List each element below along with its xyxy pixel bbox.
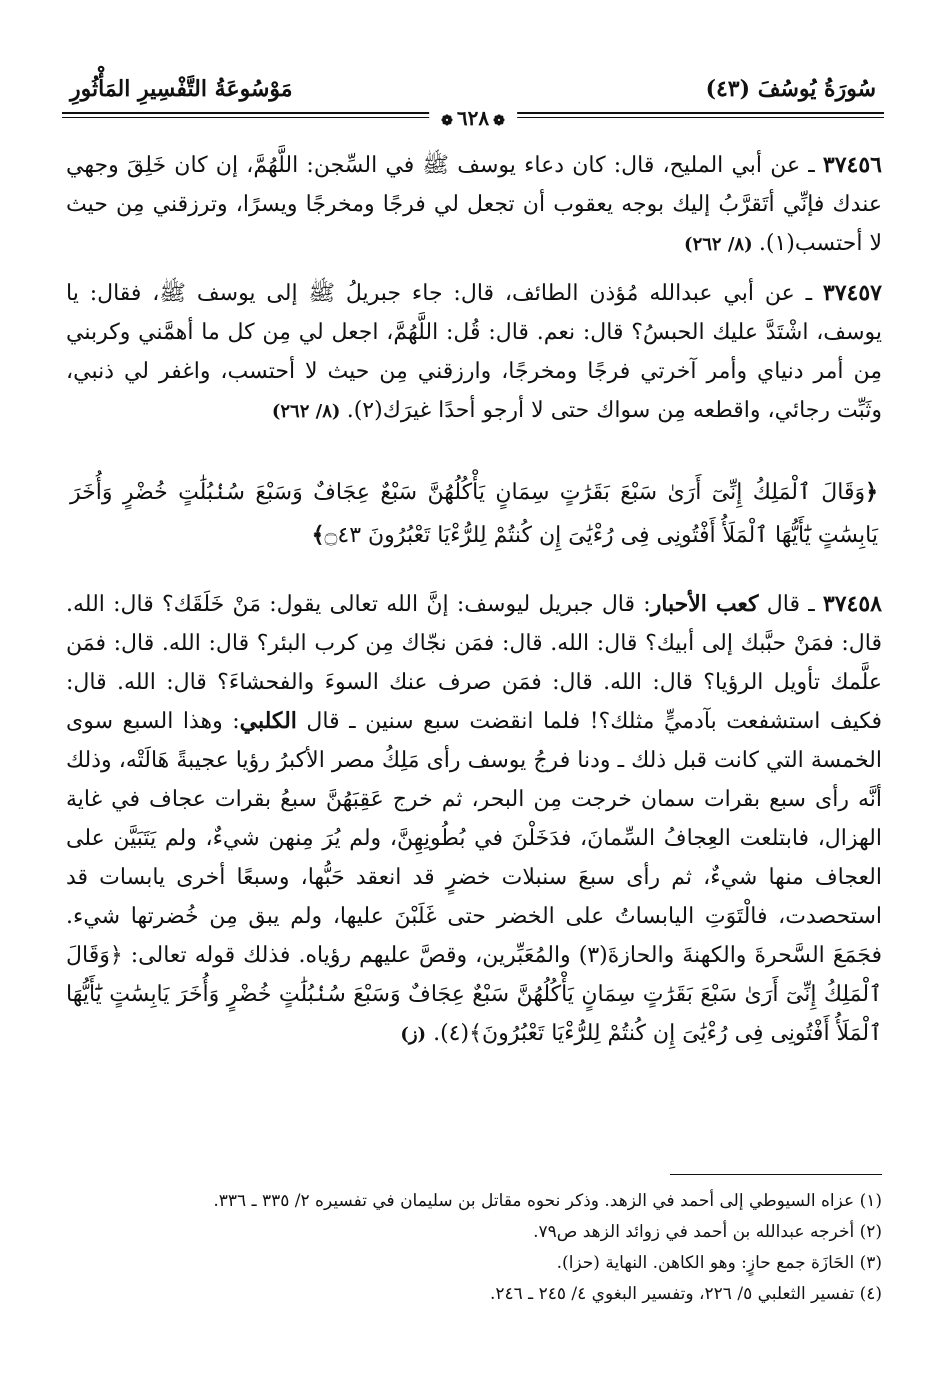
footnote-2: (٢) أخرجه عبدالله بن أحمد في زوائد الزهد ص٧٩. bbox=[533, 1222, 882, 1242]
narration-37457 bbox=[66, 274, 882, 431]
page-number-box bbox=[429, 106, 517, 130]
source-reference: (٨/ ٢٦٢) bbox=[271, 401, 347, 422]
narration-text: : وهذا السبع سوى الخمسة التي كانت قبل ذلك ـ ودنا فرجُ يوسف رأى مَلِكُ مصر الأكبرُ رؤيا عجيبةً هَالَتْه، وذلك أنَّه رأى سبع بقرات سمان خرجت مِن البحر، ثم خرج عَقِبَهُنَّ سبعُ بقرات عجاف في غاية الهزال، فابتلعت العِجافُ السِّمانَ، فدَخَلْنَ في بُطُونِهِنَّ، ولم يُرَ مِنهن شيءٌ، ولم يَتَبَيَّن على العجاف منها شيءٌ، ثم رأى سبعَ سنبلات خضرٍ قد انعقد حَبُّها، وسبعًا أخرى يابسات قد استحصدت، فالْتَوَتِ اليابساتُ على الخضر حتى غَلَبْنَ عليها، ولم يبق مِن خُضرتها شيء. فجَمَعَ السَّحرةَ والكهنةَ والحازةَ(٣) والمُعَبِّرين، وقصَّ عليهم رؤياه. فذلك قوله تعالى: bbox=[66, 709, 882, 968]
narrator-name: كعب الأحبار bbox=[650, 591, 759, 617]
narration-text: ـ قال bbox=[758, 592, 823, 617]
narrator-name: الكلبي bbox=[239, 708, 297, 734]
page-number: ٦٢٨ bbox=[456, 106, 490, 130]
main-text bbox=[66, 146, 882, 1054]
footnote-separator bbox=[670, 1174, 882, 1175]
quran-verse bbox=[70, 471, 878, 557]
footnote-1: (١) عزاه السيوطي إلى أحمد في الزهد. وذكر نحوه مقاتل بن سليمان في تفسيره ٢/ ٣٣٥ ـ ٣٣٦. bbox=[213, 1191, 882, 1211]
ornament-icon: ❁ bbox=[441, 113, 453, 129]
narration-text: : قال جبريل ليوسف: إنَّ الله تعالى يقول: مَنْ خَلَقَك؟ قال: الله. قال: فمَنْ حبَّبك إلى أبيك؟ قال: الله. قال: فمَن نجّاك مِن كرب البئر؟ قال: الله. قال: فمَن علَّمك تأويل الرؤيا؟ قال: الله. قال: فمَن صرف عنك السوءَ والفحشاءَ؟ قال: الله. قال: فكيف استشفعت بآدميٍّ مثلك؟! فلما انقضت سبع سنين ـ قال bbox=[66, 592, 882, 734]
footnote-marker: (٤). bbox=[426, 1021, 470, 1046]
verse-text: وَقَالَ ٱلْمَلِكُ إِنِّىٓ أَرَىٰ سَبْعَ بَقَرَٰتٍ سِمَانٍ يَأْكُلُهُنَّ سَبْعٌ عِجَافٌ وَسَبْعَ سُنۢبُلَٰتٍ خُضْرٍ وَأُخَرَ يَابِسَٰتٍ يَٰٓأَيُّهَا ٱلْمَلَأُ أَفْتُونِى فِى رُءْيَٰىَ إِن كُنتُمْ لِلرُّءْيَا تَعْبُرُونَ ۝٤٣ bbox=[70, 480, 878, 548]
verse-quote: ﴿وَقَالَ ٱلْمَلِكُ إِنِّىٓ أَرَىٰ سَبْعَ بَقَرَٰتٍ سِمَانٍ يَأْكُلُهُنَّ سَبْعٌ عِجَافٌ وَسَبْعَ سُنۢبُلَٰتٍ خُضْرٍ وَأُخَرَ يَابِسَٰتٍ يَٰٓأَيُّهَا ٱلْمَلَأُ أَفْتُونِى فِى رُءْيَٰىَ إِن كُنتُمْ لِلرُّءْيَا تَعْبُرُونَ﴾ bbox=[66, 943, 882, 1046]
narration-number: ٣٧٤٥٧ bbox=[822, 280, 882, 306]
source-reference: (٨/ ٢٦٢) bbox=[684, 234, 759, 255]
narration-number: ٣٧٤٥٨ bbox=[822, 591, 882, 617]
footnote-3: (٣) الحَازَة جمع حازٍ: وهو الكاهن. النهاية (حزا). bbox=[556, 1253, 882, 1273]
source-reference: (ز) bbox=[400, 1024, 427, 1045]
narration-text: ـ عن أبي المليح، قال: كان دعاء يوسف ﷺ في السِّجن: اللَّهُمَّ، إن كان خَلِقَ وجهي عندك فإنِّي أتَقرَّبُ إليك بوجه يعقوب أن تجعل لي فرجًا ومخرجًا ويسرًا، وترزقني مِن حيث لا أحتسب(١). bbox=[66, 153, 882, 256]
narration-text: ـ عن أبي عبدالله مُؤذن الطائف، قال: جاء جبريلُ ﷺ إلى يوسف ﷺ، فقال: يا يوسف، اشْتَدَّ عليك الحبسُ؟ قال: نعم. قال: قُل: اللَّهُمَّ، اجعل لي مِن كل ما أهمَّني وكربني مِن أمر دنياي وأمر آخرتي فرجًا ومخرجًا، وارزقني مِن حيث لا أحتسب، واغفر لي ذنبي، وثَبِّت رجائي، واقطعه مِن سواك حتى لا أرجو أحدًا غيرَك(٢). bbox=[66, 281, 882, 423]
narration-37458 bbox=[66, 585, 882, 1054]
footnotes bbox=[66, 1186, 882, 1310]
book-title: مَوْسُوعَةُ التَّفْسِيرِ المَأْثُورِ bbox=[70, 76, 293, 102]
ornament-icon: ❁ bbox=[493, 113, 505, 129]
verse-close-bracket: ﴾ bbox=[311, 522, 325, 548]
narration-number: ٣٧٤٥٦ bbox=[822, 152, 882, 178]
running-header bbox=[62, 70, 884, 130]
surah-title: سُورَةُ يُوسُفَ (٤٣) bbox=[705, 76, 876, 102]
footnote-4: (٤) تفسير الثعلبي ٥/ ٢٢٦، وتفسير البغوي ٤/ ٢٤٥ ـ ٢٤٦. bbox=[489, 1284, 882, 1304]
narration-37456 bbox=[66, 146, 882, 264]
verse-open-bracket: ﴿ bbox=[865, 479, 878, 505]
